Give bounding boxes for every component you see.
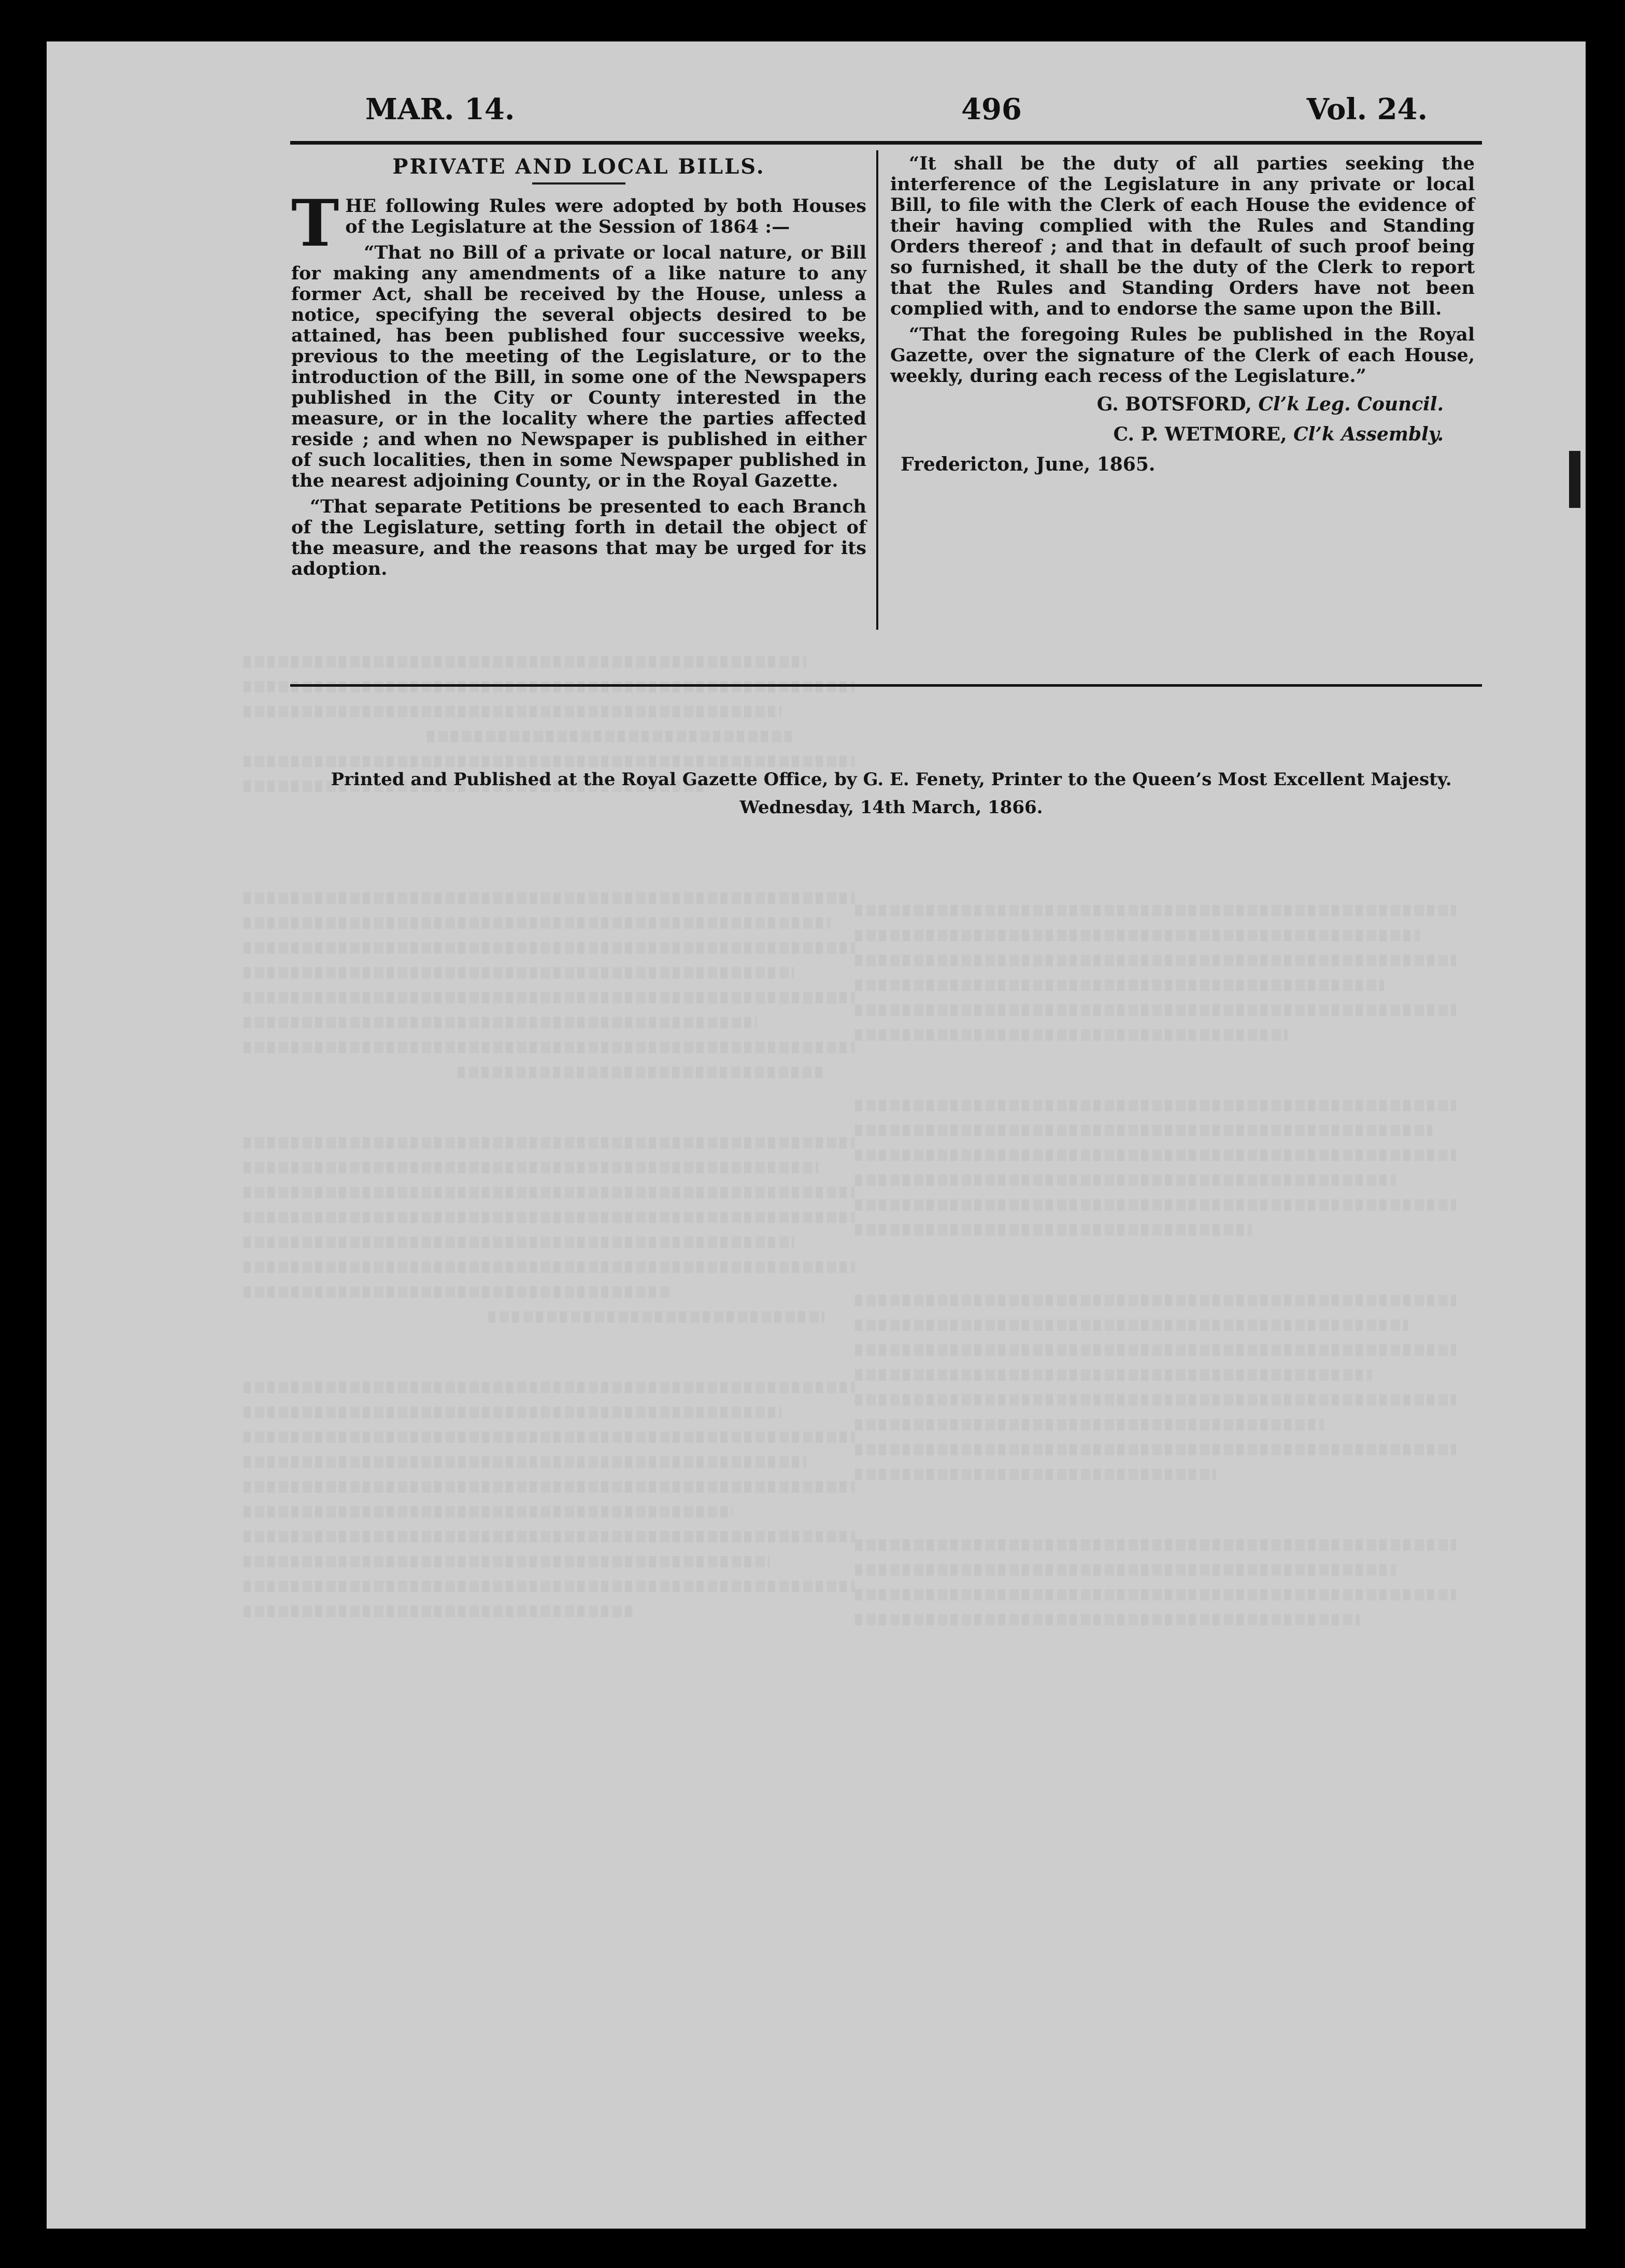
imprint-line-1: Printed and Published at the Royal Gazette Office, by G. E. Fenety, Printer to the Queen’s Most Excellent Majesty. [331,769,1452,790]
intro-text: HE following Rules were adopted by both Houses of the Legislature at the Session of 1864 :— [345,195,866,237]
column-divider [876,150,878,630]
signature-2-role: Cl’k Assembly. [1293,423,1444,445]
volume-number: Vol. 24. [1306,92,1428,126]
newspaper-page [47,41,1586,2229]
signature-1-role: Cl’k Leg. Council. [1258,393,1444,415]
intro-paragraph [291,186,866,261]
drop-cap: T [291,186,339,261]
bleed-through-right [855,891,1456,2187]
rule-paragraph-3: “It shall be the duty of all parties seeking the interference of the Legislature in any private or local Bill, to file with the Clerk of each House the evidence of their having complied with the Rules and Standing Orders thereof ; and that in default of such proof being so furnished, it shall be the duty of the Clerk to report that the Rules and Standing Orders have not been complied with, and to endorse the same upon the Bill. [890,153,1475,319]
rule-paragraph-2: “That separate Petitions be presented to each Branch of the Legislature, setting forth in detail the object of the measure, and the reasons that may be urged for its adoption. [291,496,866,579]
right-column [890,153,1475,482]
section-title: PRIVATE AND LOCAL BILLS. [392,154,765,179]
left-column [291,154,866,585]
signature-wetmore [890,422,1475,447]
signature-botsford [890,392,1475,417]
article-bottom-rule [290,684,1482,687]
header-rule [290,141,1482,145]
edge-mark [1569,451,1580,508]
rule-paragraph-1: “That no Bill of a private or local nature, or Bill for making any amendments of a like nature to any former Act, shall be received by the House, unless a notice, specifying the several objects desired to be attained, has been published four successive weeks, previous to the meeting of the Legislature, or to the introduction of the Bill, in some one of the Newspapers published in the City or County interested in the measure, or in the locality where the parties affected reside ; and when no Newspaper is published in either of such localities, then in some Newspaper published in the nearest adjoining County, or in the Royal Gazette. [291,242,866,491]
issue-date: MAR. 14. [365,92,515,126]
rule-paragraph-4: “That the foregoing Rules be published in the Royal Gazette, over the signature of the Clerk of each House, weekly, during each recess of the Legislature.” [890,324,1475,387]
signature-2-name: C. P. WETMORE, [1113,423,1287,445]
dateline: Fredericton, June, 1865. [901,453,1156,475]
page-number: 496 [961,92,1022,126]
title-underline [532,182,625,185]
imprint-line-2: Wednesday, 14th March, 1866. [739,797,1043,818]
bleed-through-left [244,643,855,2198]
signature-1-name: G. BOTSFORD, [1096,393,1252,415]
